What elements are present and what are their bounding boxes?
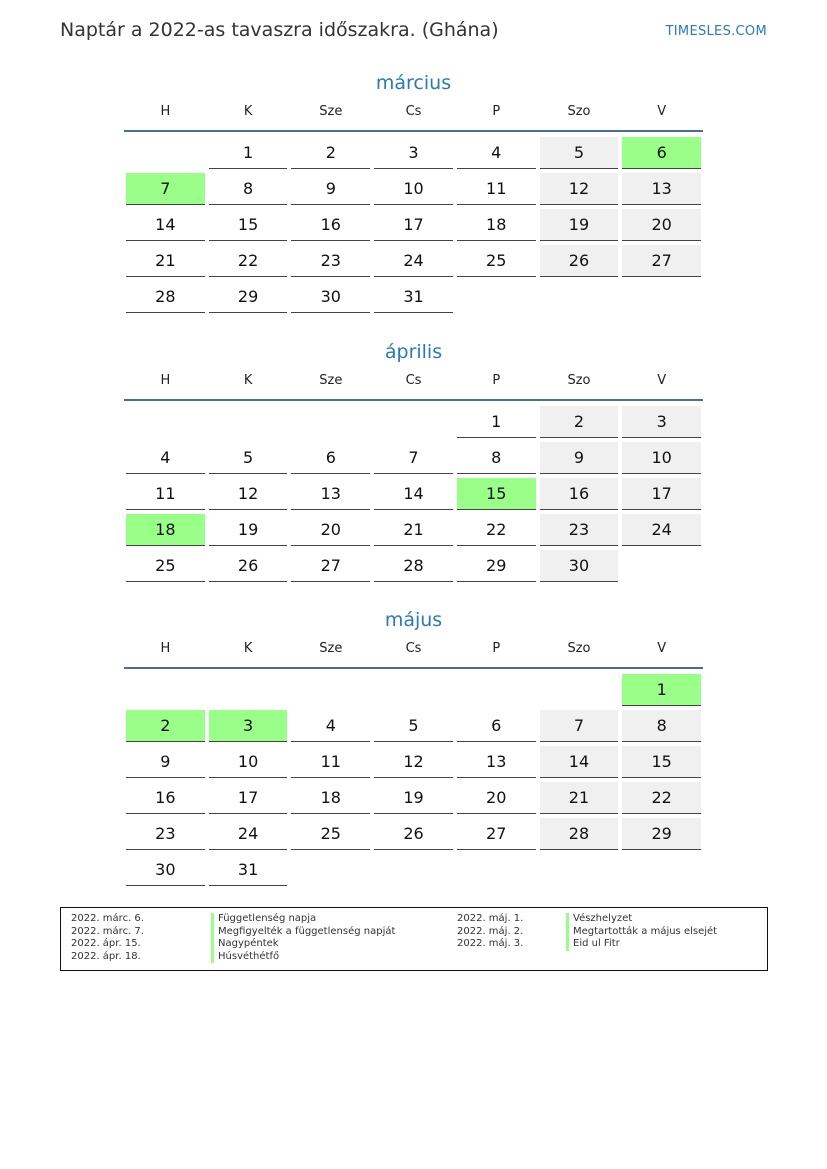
day-cell: 20	[457, 782, 536, 814]
day-cell: 6	[457, 710, 536, 742]
weekday-label: P	[492, 373, 501, 388]
week-row	[124, 853, 703, 889]
empty-cell	[209, 674, 288, 705]
day-cell: 13	[457, 746, 536, 778]
holiday-legend	[60, 907, 768, 971]
day-cell: 19	[209, 514, 288, 546]
day-cell: 27	[622, 245, 701, 277]
month-april	[124, 337, 703, 585]
day-cell: 14	[374, 478, 453, 510]
day-cell: 12	[540, 173, 619, 205]
empty-cell	[622, 281, 701, 312]
week-row	[124, 405, 703, 441]
weekday-label: H	[160, 104, 171, 119]
empty-cell	[374, 406, 453, 437]
day-cell: 30	[126, 854, 205, 886]
weekday-label: H	[160, 373, 171, 388]
day-cell: 25	[457, 245, 536, 277]
day-cell: 7	[540, 710, 619, 742]
day-cell: 20	[622, 209, 701, 241]
weekday-header	[124, 641, 703, 663]
day-cell: 9	[291, 173, 370, 205]
day-cell: 28	[540, 818, 619, 850]
legend-date: 2022. máj. 2.	[457, 925, 524, 937]
day-cell: 22	[209, 245, 288, 277]
month-title: április	[384, 341, 443, 363]
day-cell: 1	[209, 137, 288, 169]
weekday-label: K	[243, 641, 253, 656]
weekday-label: Cs	[405, 104, 422, 119]
week-row	[124, 441, 703, 477]
day-cell: 29	[209, 281, 288, 313]
day-cell: 30	[540, 550, 619, 582]
day-cell: 22	[457, 514, 536, 546]
week-row	[124, 477, 703, 513]
weekday-label: Szo	[567, 373, 591, 388]
day-cell: 24	[209, 818, 288, 850]
day-cell: 5	[540, 137, 619, 169]
empty-cell	[457, 281, 536, 312]
empty-cell	[209, 406, 288, 437]
day-cell: 17	[622, 478, 701, 510]
day-cell: 27	[291, 550, 370, 582]
weekday-label: H	[160, 641, 171, 656]
day-cell: 13	[622, 173, 701, 205]
day-cell: 26	[540, 245, 619, 277]
legend-holiday-name: Nagypéntek	[211, 938, 395, 951]
weekday-header	[124, 373, 703, 395]
day-cell: 9	[126, 746, 205, 778]
empty-cell	[291, 406, 370, 437]
weekday-label: Sze	[319, 373, 343, 388]
day-cell: 2	[291, 137, 370, 169]
day-cell: 10	[209, 746, 288, 778]
empty-cell	[540, 854, 619, 885]
day-cell: 28	[126, 281, 205, 313]
legend-date: 2022. ápr. 18.	[71, 950, 141, 962]
day-cell: 18	[126, 514, 205, 546]
week-row	[124, 136, 703, 172]
day-cell: 2	[540, 406, 619, 438]
header-divider	[124, 130, 703, 132]
legend-holiday-name: Megfigyelték a függetlenség napját	[211, 926, 395, 939]
day-cell: 16	[291, 209, 370, 241]
week-row	[124, 513, 703, 549]
empty-cell	[540, 674, 619, 705]
day-cell: 27	[457, 818, 536, 850]
day-cell: 31	[209, 854, 288, 886]
empty-cell	[291, 674, 370, 705]
week-row	[124, 673, 703, 709]
day-cell: 5	[374, 710, 453, 742]
weekday-label: Sze	[319, 104, 343, 119]
week-row	[124, 208, 703, 244]
week-row	[124, 745, 703, 781]
day-cell: 10	[374, 173, 453, 205]
day-cell: 3	[622, 406, 701, 438]
day-cell: 1	[457, 406, 536, 438]
day-cell: 8	[457, 442, 536, 474]
legend-date: 2022. máj. 3.	[457, 938, 524, 950]
empty-cell	[457, 674, 536, 705]
day-cell: 16	[540, 478, 619, 510]
day-cell: 20	[291, 514, 370, 546]
weekday-label: Szo	[567, 641, 591, 656]
month-title: március	[375, 72, 452, 94]
legend-date: 2022. márc. 7.	[71, 925, 144, 937]
day-cell: 3	[374, 137, 453, 169]
day-cell: 21	[374, 514, 453, 546]
weekday-label: P	[492, 104, 501, 119]
day-cell: 25	[126, 550, 205, 582]
weekday-label: Cs	[405, 641, 422, 656]
legend-holiday-name: Függetlenség napja	[211, 913, 395, 926]
legend-holiday-name: Vészhelyzet	[566, 913, 717, 926]
day-cell: 15	[209, 209, 288, 241]
day-cell: 4	[457, 137, 536, 169]
weekday-label: K	[243, 104, 253, 119]
empty-cell	[126, 137, 205, 168]
empty-cell	[126, 406, 205, 437]
day-cell: 17	[209, 782, 288, 814]
month-march	[124, 68, 703, 316]
legend-date: 2022. ápr. 15.	[71, 938, 141, 950]
day-cell: 23	[126, 818, 205, 850]
day-cell: 15	[622, 746, 701, 778]
brand-logo[interactable]: TIMESLES.COM	[665, 24, 767, 39]
day-cell: 2	[126, 710, 205, 742]
month-title: május	[384, 609, 443, 631]
legend-date: 2022. márc. 6.	[71, 913, 144, 924]
empty-cell	[622, 550, 701, 581]
day-cell: 22	[622, 782, 701, 814]
weekday-label: Szo	[567, 104, 591, 119]
weekday-label: Cs	[405, 373, 422, 388]
day-cell: 17	[374, 209, 453, 241]
weekday-label: Sze	[319, 641, 343, 656]
day-cell: 29	[457, 550, 536, 582]
empty-cell	[374, 674, 453, 705]
day-cell: 11	[291, 746, 370, 778]
day-cell: 28	[374, 550, 453, 582]
week-row	[124, 781, 703, 817]
header-divider	[124, 667, 703, 669]
week-row	[124, 172, 703, 208]
legend-holiday-name: Eid ul Fitr	[566, 938, 717, 951]
empty-cell	[622, 854, 701, 885]
day-cell: 24	[622, 514, 701, 546]
day-cell: 21	[540, 782, 619, 814]
day-cell: 10	[622, 442, 701, 474]
day-cell: 23	[540, 514, 619, 546]
day-cell: 25	[291, 818, 370, 850]
empty-cell	[457, 854, 536, 885]
day-cell: 1	[622, 674, 701, 706]
legend-holiday-name: Húsvéthétfő	[211, 951, 395, 964]
day-cell: 29	[622, 818, 701, 850]
day-cell: 3	[209, 710, 288, 742]
day-cell: 12	[209, 478, 288, 510]
weekday-label: K	[243, 373, 253, 388]
day-cell: 8	[622, 710, 701, 742]
day-cell: 6	[622, 137, 701, 169]
legend-date: 2022. máj. 1.	[457, 913, 524, 924]
week-row	[124, 817, 703, 853]
day-cell: 4	[126, 442, 205, 474]
day-cell: 21	[126, 245, 205, 277]
day-cell: 13	[291, 478, 370, 510]
empty-cell	[291, 854, 370, 885]
header-divider	[124, 399, 703, 401]
day-cell: 18	[457, 209, 536, 241]
day-cell: 6	[291, 442, 370, 474]
day-cell: 16	[126, 782, 205, 814]
empty-cell	[374, 854, 453, 885]
day-cell: 23	[291, 245, 370, 277]
day-cell: 14	[126, 209, 205, 241]
day-cell: 4	[291, 710, 370, 742]
legend-holiday-name: Megtartották a május elsejét	[566, 926, 717, 939]
empty-cell	[540, 281, 619, 312]
day-cell: 11	[126, 478, 205, 510]
week-row	[124, 244, 703, 280]
day-cell: 9	[540, 442, 619, 474]
weekday-label: V	[657, 641, 667, 656]
day-cell: 30	[291, 281, 370, 313]
day-cell: 7	[126, 173, 205, 205]
page-title: Naptár a 2022-as tavaszra időszakra. (Ghána)	[60, 19, 499, 41]
weekday-label: V	[657, 373, 667, 388]
day-cell: 19	[540, 209, 619, 241]
day-cell: 31	[374, 281, 453, 313]
day-cell: 15	[457, 478, 536, 510]
day-cell: 8	[209, 173, 288, 205]
day-cell: 26	[374, 818, 453, 850]
day-cell: 26	[209, 550, 288, 582]
week-row	[124, 549, 703, 585]
weekday-label: P	[492, 641, 501, 656]
day-cell: 11	[457, 173, 536, 205]
day-cell: 18	[291, 782, 370, 814]
month-may	[124, 605, 703, 889]
day-cell: 24	[374, 245, 453, 277]
day-cell: 19	[374, 782, 453, 814]
day-cell: 7	[374, 442, 453, 474]
weekday-label: V	[657, 104, 667, 119]
day-cell: 5	[209, 442, 288, 474]
week-row	[124, 709, 703, 745]
weekday-header	[124, 104, 703, 126]
week-row	[124, 280, 703, 316]
day-cell: 14	[540, 746, 619, 778]
empty-cell	[126, 674, 205, 705]
day-cell: 12	[374, 746, 453, 778]
